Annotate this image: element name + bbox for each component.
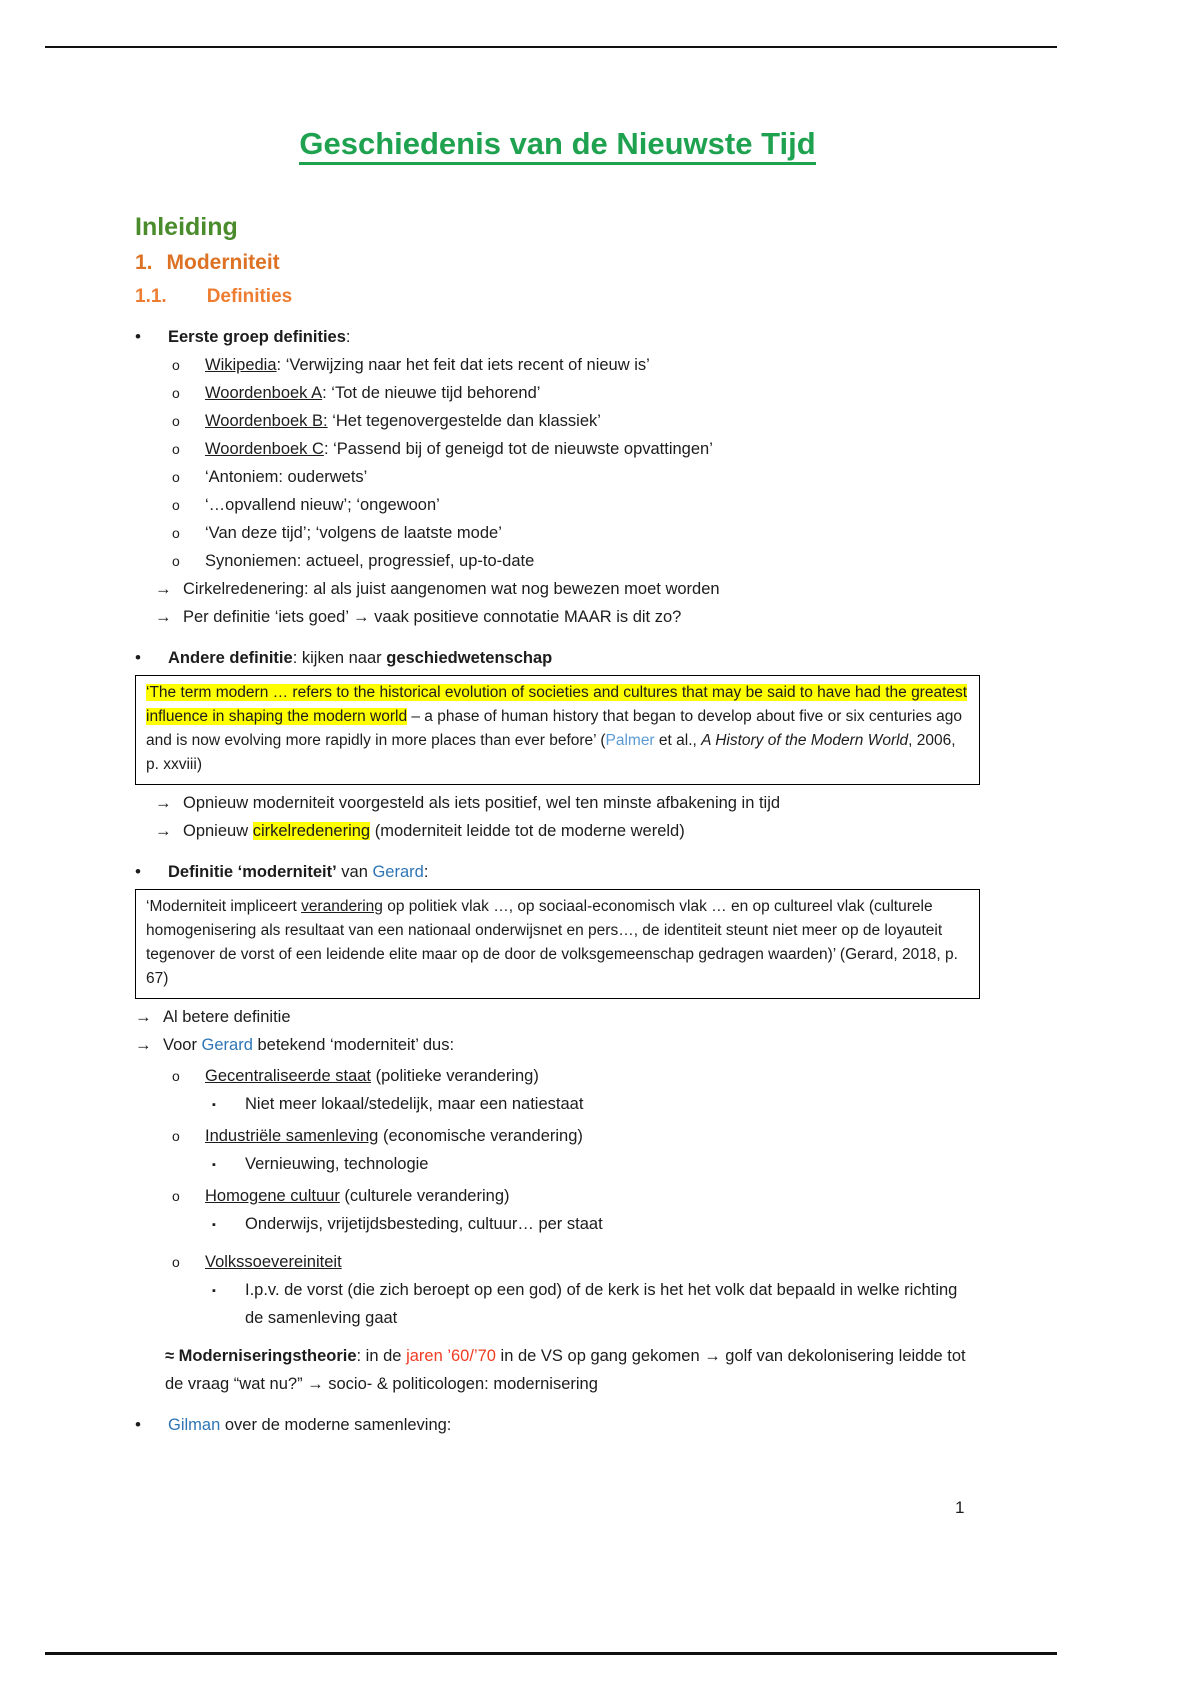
arrow-icon: →: [135, 1036, 152, 1054]
circle-bullet-icon: o: [172, 1068, 180, 1084]
text-segment: geschiedwetenschap: [386, 649, 553, 667]
list-item-antoniem: [172, 463, 980, 491]
list-item-text: Niet meer lokaal/stedelijk, maar een natiestaat: [245, 1095, 584, 1113]
arrow-note-al-betere: [135, 1003, 980, 1031]
list-item-text: [168, 1411, 980, 1439]
list-item-gilman: [135, 1411, 980, 1439]
arrow-note-voor-gerard: [135, 1031, 980, 1059]
quote-box-gerard: [135, 889, 980, 999]
arrow-note-text: [163, 1031, 980, 1059]
text-segment: op politiek vlak …, op sociaal-economisch vlak … en op cultureel vlak (culturele homogenisering als resultaat van een nationaal onderwijsnet en pers…, de identiteit steunt niet meer op de loyauteit tegenover de vorst of een leidende elite maar op de door de volksgemeenschap gedragen waarden)’ (Gerard, 2018, p. 67): [146, 898, 958, 987]
list-item-woordenboek-b: [172, 407, 980, 435]
text-segment: Voor: [163, 1036, 202, 1054]
text-segment: ‘Antoniem: ouderwets’: [205, 468, 368, 486]
list-item-text: I.p.v. de vorst (die zich beroept op een god) of de kerk is het het volk dat bepaald in welke richting de samenleving gaat: [245, 1281, 958, 1327]
text-segment: Gecentraliseerde staat: [205, 1067, 372, 1085]
text-segment: : ‘Tot de nieuwe tijd behorend’: [322, 384, 541, 402]
circle-bullet-icon: o: [172, 1188, 180, 1204]
list-item-woordenboek-a: [172, 379, 980, 407]
list-item-text: [205, 1122, 980, 1150]
doc-title-text: Geschiedenis van de Nieuwste Tijd: [299, 126, 815, 165]
text-segment: Synoniemen: actueel, progressief, up-to-date: [205, 552, 535, 570]
arrow-icon: →: [155, 608, 172, 626]
square-bullet-icon: ▪: [212, 1099, 216, 1111]
quote-box-palmer: [135, 675, 980, 785]
bullet-icon: •: [135, 1415, 141, 1434]
author-reference-gilman: Gilman: [168, 1416, 221, 1434]
square-bullet-icon: ▪: [212, 1219, 216, 1231]
list-item-text: [205, 351, 980, 379]
text-segment: : ‘Verwijzing naar het feit dat iets recent of nieuw is’: [276, 356, 650, 374]
text-segment: : ‘Passend bij of geneigd tot de nieuwste opvattingen’: [323, 440, 713, 458]
heading-definities: [135, 284, 980, 310]
circle-bullet-icon: o: [172, 525, 180, 541]
circle-bullet-icon: o: [172, 413, 180, 429]
text-segment: Industriële samenleving: [205, 1127, 379, 1145]
text-segment: Eerste groep definities: [168, 328, 346, 346]
text-segment: – a phase of human history that began to develop about five or six centuries ago and is now evolving more rapidly in more places than ever before’ (: [146, 708, 962, 749]
heading-number: 1.1.: [135, 286, 167, 307]
text-segment: :: [423, 863, 429, 881]
text-segment: , 2006, p. xxviii): [146, 732, 956, 773]
list-item-wikipedia: [172, 351, 980, 379]
list-item-gecentraliseerde-staat: [172, 1062, 980, 1090]
text-segment: Opnieuw: [183, 822, 253, 840]
arrow-note-text: [183, 817, 980, 845]
list-item-text: [205, 1062, 980, 1090]
list-item-vernieuwing: [212, 1150, 980, 1179]
text-segment-red: jaren ’60/’70: [406, 1347, 496, 1365]
list-item-woordenboek-c: [172, 435, 980, 463]
text-segment: : in de: [356, 1347, 407, 1365]
doc-title: [135, 0, 980, 166]
list-item-industriele-samenleving: [172, 1122, 980, 1150]
list-item-text: Onderwijs, vrijetijdsbesteding, cultuur… per staat: [245, 1215, 603, 1233]
square-bullet-icon: ▪: [212, 1159, 216, 1171]
text-segment: ‘Moderniteit impliceert: [146, 898, 302, 915]
approx-icon: ≈: [165, 1347, 179, 1365]
list-item-andere-definitie: [135, 644, 980, 672]
circle-bullet-icon: o: [172, 1254, 180, 1270]
text-segment: : kijken naar: [292, 649, 387, 667]
text-segment: (economische verandering): [378, 1127, 583, 1145]
text-segment: :: [345, 328, 351, 346]
arrow-note-text: Opnieuw moderniteit voorgesteld als iets positief, wel ten minste afbakening in tijd: [183, 794, 781, 812]
text-segment: (politieke verandering): [371, 1067, 539, 1085]
text-segment: Moderniseringstheorie: [178, 1347, 357, 1365]
circle-bullet-icon: o: [172, 385, 180, 401]
highlighted-text: ‘The term modern … refers to the historical evolution of societies and cultures that may be said to have had the greatest influence in shaping the modern world: [146, 684, 968, 725]
text-segment: in de VS op gang gekomen → golf van dekolonisering leidde tot de vraag “wat nu?” → socio- & politicologen: modernisering: [165, 1347, 966, 1393]
circle-bullet-icon: o: [172, 497, 180, 513]
document-content: [135, 0, 980, 1439]
list-item-text: [205, 407, 980, 435]
list-item-text: [205, 1182, 980, 1210]
arrow-note-opnieuw-positief: [155, 789, 980, 817]
text-segment: over de moderne samenleving:: [220, 1416, 452, 1434]
heading-moderniteit: [135, 249, 980, 277]
text-segment: Wikipedia: [205, 356, 277, 374]
circle-bullet-icon: o: [172, 1128, 180, 1144]
list-item-text: [205, 547, 980, 575]
circle-bullet-icon: o: [172, 553, 180, 569]
circle-bullet-icon: o: [172, 469, 180, 485]
list-item-eerste-groep: [135, 323, 980, 351]
heading-text: Definities: [206, 286, 293, 307]
text-segment: (moderniteit leidde tot de moderne wereld): [370, 822, 685, 840]
text-segment: Definitie ‘moderniteit’: [168, 863, 337, 881]
list-item-text: [205, 1248, 980, 1276]
book-title: A History of the Modern World: [701, 732, 909, 749]
list-item-opvallend-nieuw: [172, 491, 980, 519]
arrow-note-opnieuw-cirkelredenering: [155, 817, 980, 845]
list-item-definitie-gerard: [135, 858, 980, 886]
text-segment: betekend ‘moderniteit’ dus:: [252, 1036, 455, 1054]
heading-number: 1.: [135, 251, 153, 274]
list-item-van-deze-tijd: [172, 519, 980, 547]
page-number: 1: [955, 1498, 965, 1517]
circle-bullet-icon: o: [172, 441, 180, 457]
bullet-icon: •: [135, 648, 141, 667]
text-segment: Homogene cultuur: [205, 1187, 340, 1205]
arrow-note-text: Per definitie ‘iets goed’ → vaak positieve connotatie MAAR is dit zo?: [183, 608, 682, 626]
text-segment: verandering: [301, 898, 383, 915]
moderniseringstheorie-note: [165, 1342, 980, 1398]
list-item-text: [168, 644, 980, 672]
list-item-onderwijs: [212, 1210, 980, 1239]
list-item-text: [205, 463, 980, 491]
list-item-volkssoevereiniteit: [172, 1248, 980, 1276]
square-bullet-icon: ▪: [212, 1285, 216, 1297]
highlighted-text: cirkelredenering: [252, 822, 371, 840]
list-item-text: [168, 858, 980, 886]
list-item-text: [168, 323, 980, 351]
list-item-text: Vernieuwing, technologie: [245, 1155, 429, 1173]
text-segment: ‘Van deze tijd’; ‘volgens de laatste mode’: [205, 524, 502, 542]
circle-bullet-icon: o: [172, 357, 180, 373]
list-item-natiestaat: [212, 1090, 980, 1119]
author-reference-palmer: Palmer: [605, 732, 655, 749]
list-item-ipv-de-vorst: [212, 1276, 980, 1332]
arrow-note-text: Al betere definitie: [163, 1008, 291, 1026]
text-segment: Volkssoevereiniteit: [205, 1253, 342, 1271]
text-segment: Andere definitie: [168, 649, 293, 667]
text-segment: et al.,: [654, 732, 702, 749]
arrow-note-cirkelredenering: [155, 575, 980, 603]
text-segment: Woordenboek C: [205, 440, 324, 458]
list-item-synoniemen: [172, 547, 980, 575]
arrow-icon: →: [155, 794, 172, 812]
author-reference-gerard: Gerard: [201, 1036, 253, 1054]
author-reference-gerard: Gerard: [372, 863, 424, 881]
text-segment: Woordenboek A: [205, 384, 323, 402]
bottom-rule: [45, 1652, 1057, 1655]
bullet-icon: •: [135, 327, 141, 346]
list-item-text: [205, 519, 980, 547]
arrow-note-per-definitie: [155, 603, 980, 631]
heading-inleiding: Inleiding: [135, 213, 238, 241]
text-segment: van: [336, 863, 373, 881]
list-item-homogene-cultuur: [172, 1182, 980, 1210]
text-segment: ‘…opvallend nieuw’; ‘ongewoon’: [205, 496, 440, 514]
text-segment: (culturele verandering): [339, 1187, 510, 1205]
note-text: [165, 1342, 980, 1398]
arrow-icon: →: [155, 580, 172, 598]
text-segment: Woordenboek B:: [205, 412, 328, 430]
bullet-icon: •: [135, 862, 141, 881]
arrow-note-text: Cirkelredenering: al als juist aangenomen wat nog bewezen moet worden: [183, 580, 720, 598]
list-item-text: [205, 379, 980, 407]
list-item-text: [205, 491, 980, 519]
list-item-text: [205, 435, 980, 463]
heading-text: Moderniteit: [166, 251, 280, 274]
arrow-icon: →: [135, 1008, 152, 1026]
text-segment: ‘Het tegenovergestelde dan klassiek’: [327, 412, 601, 430]
arrow-icon: →: [155, 822, 172, 840]
